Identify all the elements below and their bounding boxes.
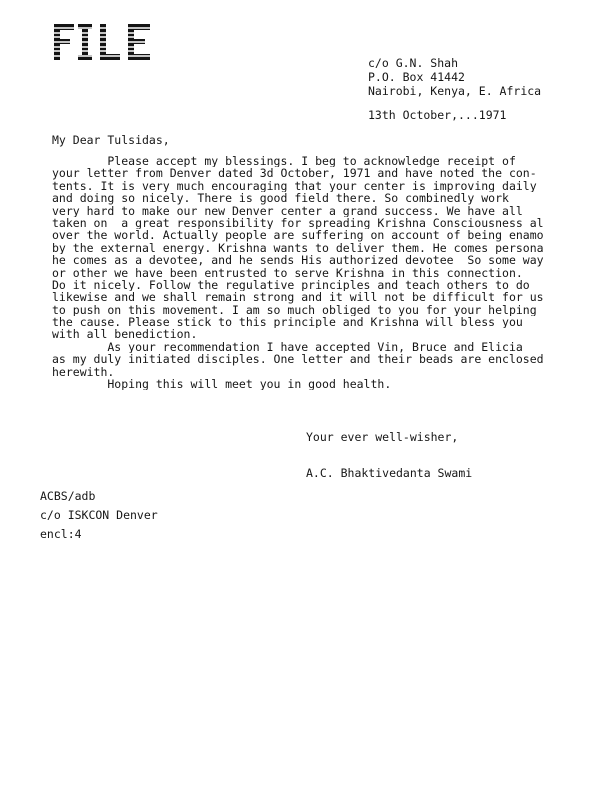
- enclosure-note: encl:4: [40, 527, 82, 541]
- body-line: herewith.: [52, 365, 115, 379]
- address-line: P.O. Box 41442: [368, 70, 465, 84]
- body-line: taken on a great responsibility for spreading Krishna Consciousness al: [52, 216, 544, 230]
- body-line: he comes as a devotee, and he sends His authorized devotee So some way: [52, 254, 544, 267]
- body-line: Hoping this will meet you in good health.: [52, 378, 392, 391]
- carbon-copy: c/o ISKCON Denver: [40, 508, 158, 522]
- body-line: likewise and we shall remain strong and it will not be difficult for us: [52, 291, 544, 304]
- reference-initials: ACBS/adb: [40, 489, 96, 503]
- letter-body: [52, 155, 608, 390]
- body-line: very hard to make our new Denver center a grand success. We have all: [52, 204, 523, 217]
- body-line: over the world. Actually people are suffering on account of being enamo: [52, 229, 544, 242]
- signature-name: A.C. Bhaktivedanta Swami: [306, 466, 473, 480]
- letter-date: 13th October,...1971: [368, 108, 507, 122]
- file-stamp: [52, 20, 156, 64]
- body-line: tents. It is very much encouraging that your center is improving daily: [52, 179, 537, 193]
- body-line: your letter from Denver dated 3d October, 1971 and have noted the con-: [52, 167, 537, 180]
- body-line: by the external energy. Krishna wants to deliver them. He comes persona: [52, 241, 544, 255]
- body-line: the cause. Please stick to this principle and Krishna will bless you: [52, 316, 523, 329]
- body-line: with all benediction.: [52, 328, 198, 341]
- sender-address: [368, 56, 541, 98]
- letter-footer: [40, 487, 158, 544]
- body-line: Please accept my blessings. I beg to acknowledge receipt of: [52, 155, 516, 168]
- body-line: as my duly initiated disciples. One letter and their beads are enclosed: [52, 353, 544, 366]
- body-line: or other we have been entrusted to serve Krishna in this connection.: [52, 266, 523, 279]
- body-line: to push on this movement. I am so much obliged to you for your helping: [52, 303, 537, 317]
- closing: Your ever well-wisher,: [306, 430, 459, 444]
- salutation: My Dear Tulsidas,: [52, 133, 170, 147]
- body-line: Do it nicely. Follow the regulative principles and teach others to do: [52, 278, 530, 292]
- body-line: As your recommendation I have accepted Vin, Bruce and Elicia: [52, 340, 523, 354]
- address-line: c/o G.N. Shah: [368, 56, 459, 70]
- file-stamp-graphic: [52, 20, 156, 64]
- body-line: and doing so nicely. There is good field there. So combinedly work: [52, 192, 509, 205]
- address-line: Nairobi, Kenya, E. Africa: [368, 84, 542, 98]
